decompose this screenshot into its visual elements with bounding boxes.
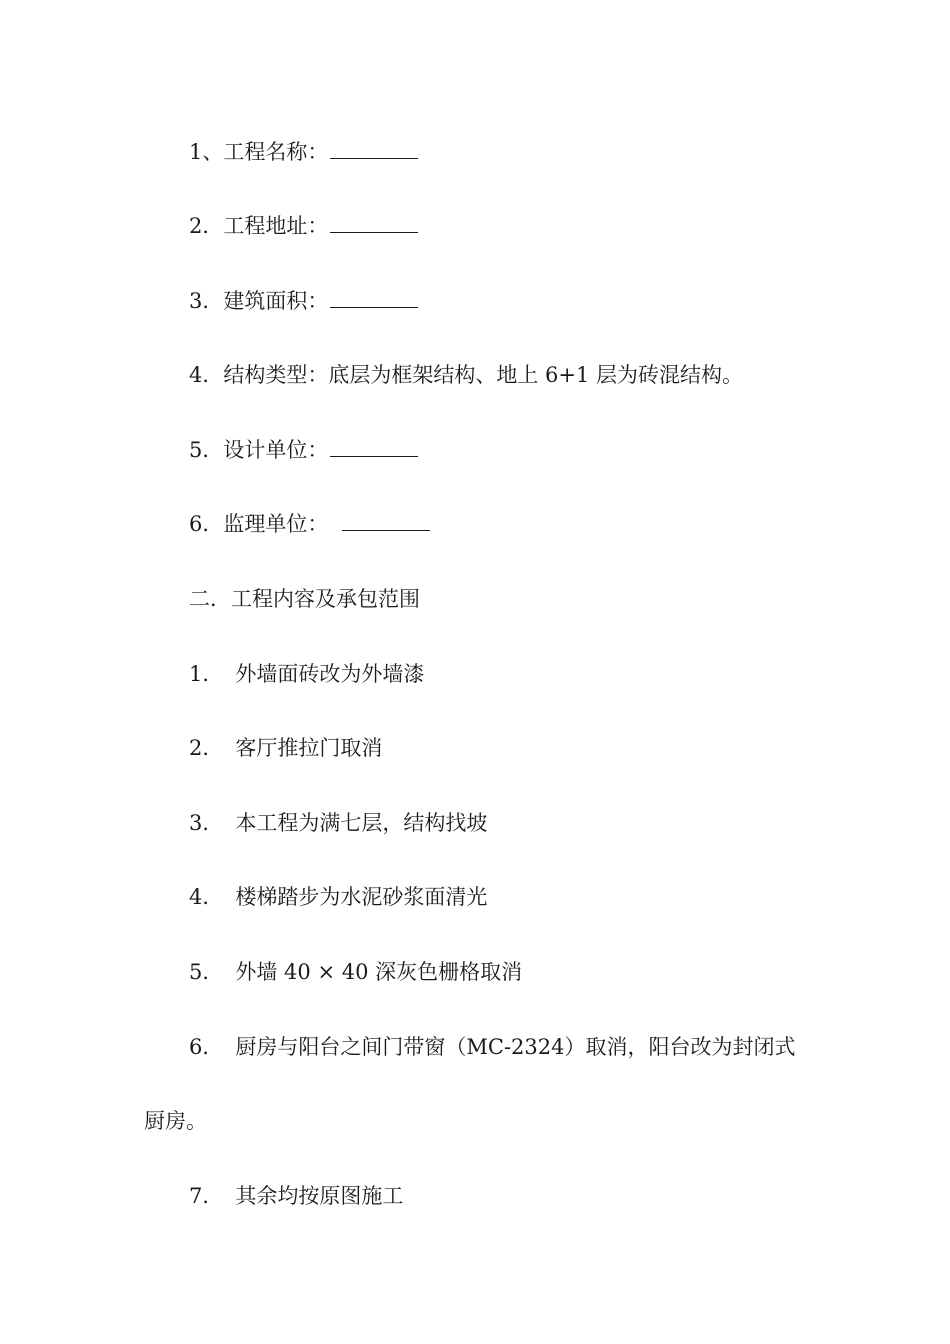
design-unit-blank	[330, 438, 418, 457]
scope-item-text: 外墙面砖改为外墙漆	[235, 662, 425, 686]
project-name-line	[0, 138, 950, 166]
scope-item-number: 2．	[189, 736, 224, 760]
project-address-line	[0, 212, 950, 240]
section-heading	[0, 585, 950, 613]
scope-item	[0, 958, 950, 986]
supervision-unit-blank	[342, 512, 430, 531]
scope-item	[0, 883, 950, 911]
building-area-line	[0, 287, 950, 315]
project-name-blank	[330, 140, 418, 159]
project-address-blank	[330, 214, 418, 233]
scope-item-text: 厨房与阳台之间门带窗（MC-2324）取消，阳台改为封闭式	[235, 1035, 796, 1059]
section-heading-text: 二．工程内容及承包范围	[189, 587, 420, 611]
project-name-label: 1、工程名称：	[189, 140, 329, 164]
scope-item-text: 楼梯踏步为水泥砂浆面清光	[235, 885, 488, 909]
structure-type-text: 4．结构类型：底层为框架结构、地上 6+1 层为砖混结构。	[189, 363, 744, 387]
scope-item	[0, 660, 950, 688]
scope-item-number: 5．	[189, 960, 224, 984]
supervision-unit-label: 6．监理单位：	[189, 512, 329, 536]
scope-item-number: 4．	[189, 885, 224, 909]
scope-item-continuation-text: 厨房。	[144, 1109, 207, 1133]
scope-item-text: 外墙 40 × 40 深灰色栅格取消	[235, 960, 523, 984]
scope-item	[0, 734, 950, 762]
scope-item-number: 1．	[189, 662, 224, 686]
scope-item-text: 本工程为满七层，结构找坡	[235, 811, 488, 835]
scope-item-number: 6．	[189, 1035, 224, 1059]
scope-item	[0, 1033, 950, 1061]
design-unit-line	[0, 436, 950, 464]
project-address-label: 2．工程地址：	[189, 214, 329, 238]
scope-item-number: 7．	[189, 1184, 224, 1208]
scope-item-continuation	[0, 1107, 950, 1135]
supervision-unit-line	[0, 510, 950, 538]
building-area-blank	[330, 289, 418, 308]
scope-item-number: 3．	[189, 811, 224, 835]
building-area-label: 3．建筑面积：	[189, 289, 329, 313]
scope-item	[0, 809, 950, 837]
scope-item	[0, 1182, 950, 1210]
design-unit-label: 5．设计单位：	[189, 438, 329, 462]
scope-item-text: 其余均按原图施工	[235, 1184, 404, 1208]
structure-type-line	[0, 361, 950, 389]
scope-item-text: 客厅推拉门取消	[235, 736, 383, 760]
